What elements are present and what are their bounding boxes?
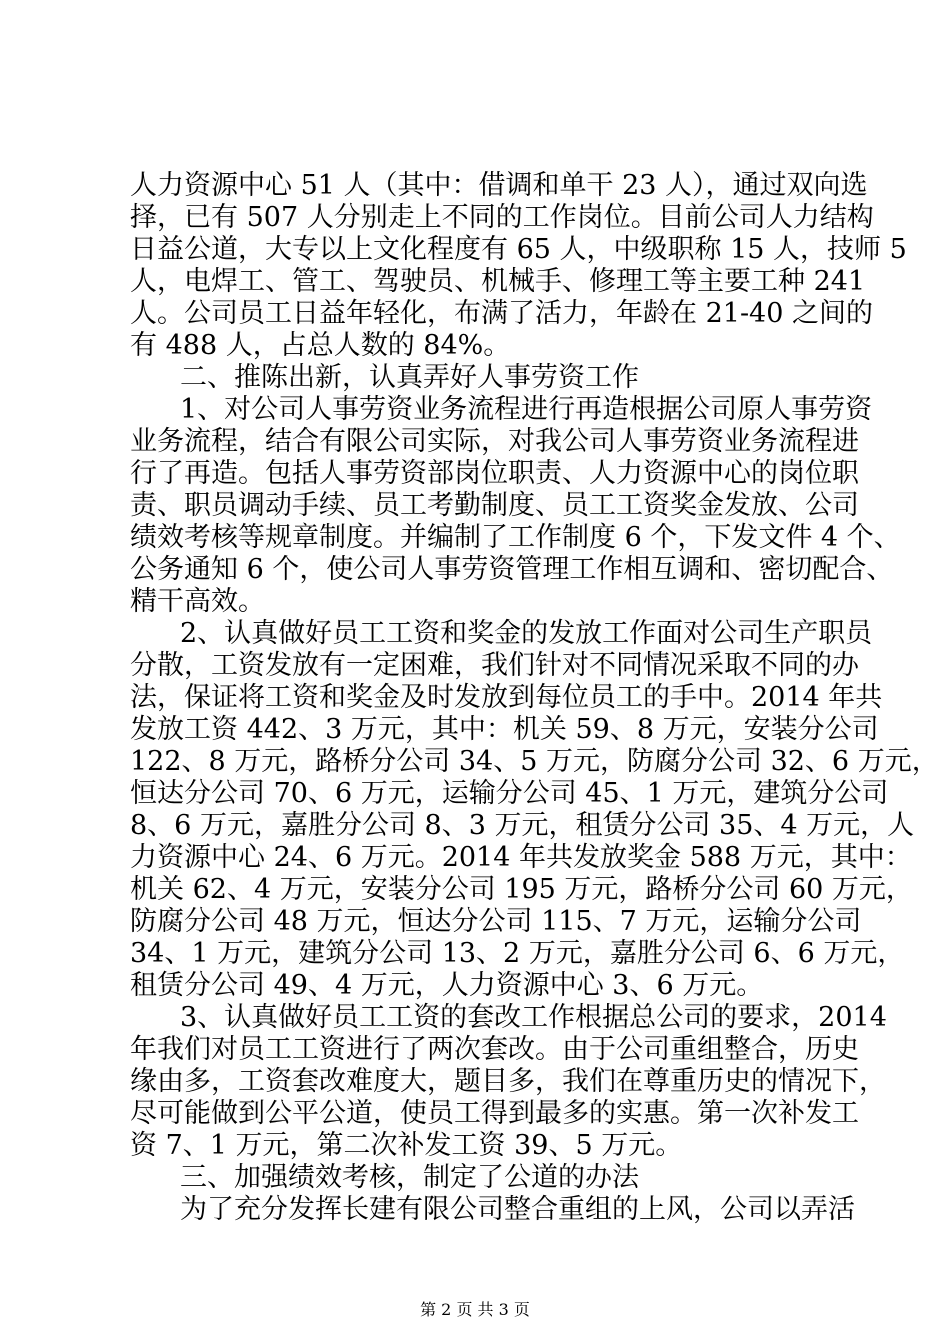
text-line: 8、6 万元，嘉胜分公司 8、3 万元，租赁分公司 35、4 万元，人 <box>130 810 915 841</box>
text-line: 发放工资 442、3 万元，其中：机关 59、8 万元，安装分公司 <box>130 714 879 745</box>
text-line: 分散，工资发放有一定困难，我们针对不同情况采取不同的办 <box>130 650 859 681</box>
text-line: 1、对公司人事劳资业务流程进行再造根据公司原人事劳资 <box>180 394 873 425</box>
text-line: 机关 62、4 万元，安装分公司 195 万元，路桥分公司 60 万元， <box>130 874 913 905</box>
text-line: 择，已有 507 人分别走上不同的工作岗位。目前公司人力结构 <box>130 202 874 233</box>
text-line: 力资源中心 24、6 万元。2014 年共发放奖金 588 万元，其中： <box>130 842 912 873</box>
text-line: 34、1 万元，建筑分公司 13、2 万元，嘉胜分公司 6、6 万元， <box>130 938 905 969</box>
page-footer <box>0 1300 950 1320</box>
text-line: 年我们对员工工资进行了两次套改。由于公司重组整合，历史 <box>130 1034 859 1065</box>
text-line: 责、职员调动手续、员工考勤制度、员工工资奖金发放、公司 <box>130 490 859 521</box>
text-line: 3、认真做好员工工资的套改工作根据总公司的要求，2014 <box>180 1002 887 1033</box>
text-line: 日益公道，大专以上文化程度有 65 人，中级职称 15 人，技师 5 <box>130 234 907 265</box>
text-line: 人。公司员工日益年轻化，布满了活力，年龄在 21-40 之间的 <box>130 298 873 329</box>
text-line: 绩效考核等规章制度。并编制了工作制度 6 个，下发文件 4 个、 <box>130 522 901 553</box>
text-line: 租赁分公司 49、4 万元，人力资源中心 3、6 万元。 <box>130 970 764 1001</box>
text-line: 恒达分公司 70、6 万元，运输分公司 45、1 万元，建筑分公司 <box>130 778 889 809</box>
text-line: 缘由多，工资套改难度大，题目多，我们在尊重历史的情况下， <box>130 1066 886 1097</box>
text-line: 行了再造。包括人事劳资部岗位职责、人力资源中心的岗位职 <box>130 458 859 489</box>
text-line: 为了充分发挥长建有限公司整合重组的上风，公司以弄活 <box>180 1194 855 1225</box>
text-line: 防腐分公司 48 万元，恒达分公司 115、7 万元，运输分公司 <box>130 906 862 937</box>
text-line: 业务流程，结合有限公司实际，对我公司人事劳资业务流程进 <box>130 426 859 457</box>
text-line: 精干高效。 <box>130 586 265 617</box>
section-heading: 二、推陈出新，认真弄好人事劳资工作 <box>180 362 639 393</box>
text-line: 122、8 万元，路桥分公司 34、5 万元，防腐分公司 32、6 万元， <box>130 746 939 777</box>
text-line: 法，保证将工资和奖金及时发放到每位员工的手中。2014 年共 <box>130 682 883 713</box>
text-line: 人力资源中心 51 人（其中：借调和单干 23 人），通过双向选 <box>130 170 868 201</box>
text-line: 有 488 人，占总人数的 84%。 <box>130 330 511 361</box>
text-line: 人，电焊工、管工、驾驶员、机械手、修理工等主要工种 241 <box>130 266 866 297</box>
text-line: 资 7、1 万元，第二次补发工资 39、5 万元。 <box>130 1130 683 1161</box>
document-body <box>130 170 939 1226</box>
text-line: 2、认真做好员工工资和奖金的发放工作面对公司生产职员 <box>180 618 873 649</box>
page-number: 第 2 页 共 3 页 <box>420 1300 530 1319</box>
section-heading: 三、加强绩效考核，制定了公道的办法 <box>180 1162 639 1193</box>
text-line: 尽可能做到公平公道，使员工得到最多的实惠。第一次补发工 <box>130 1098 859 1129</box>
text-line: 公务通知 6 个，使公司人事劳资管理工作相互调和、密切配合、 <box>130 554 894 585</box>
